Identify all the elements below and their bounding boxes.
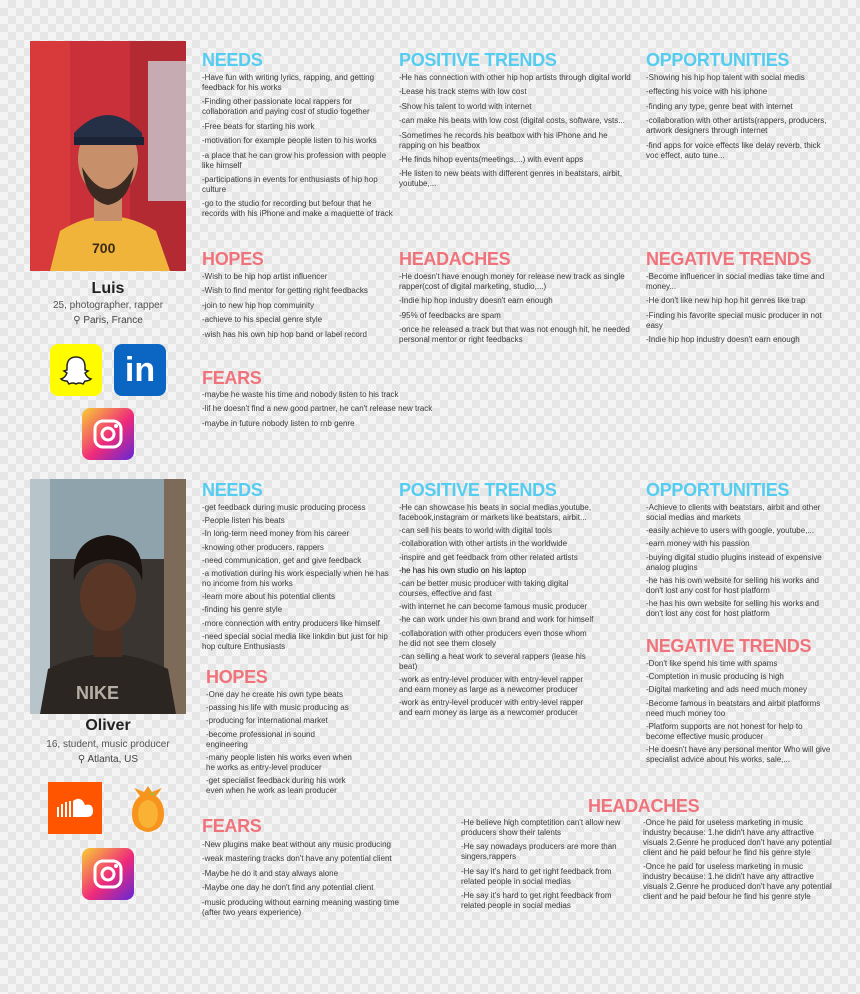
list-item: -collaboration with other producers even those whom he did not see them closely (399, 628, 587, 648)
list-item: -95% of feedbacks are spam (399, 310, 501, 320)
list-item: -collaboration with other artists(rappers, producers, artwork designers through internet (646, 116, 827, 136)
list-item: -a place that he can grow his profession with people like himself (202, 150, 387, 170)
list-item: -Become influencer in social medias take time and money... (646, 272, 825, 291)
list-item: -motivation for example people listen to his works (202, 136, 377, 146)
oliver-negative-trends-list (646, 659, 832, 768)
instagram-icon[interactable] (82, 408, 134, 460)
oliver-negative-trends-title: NEGATIVE TRENDS (646, 636, 812, 656)
list-item: -he has his own studio on his laptop (399, 565, 527, 575)
luis-opportunities-title: OPPORTUNITIES (646, 50, 790, 70)
list-item: -Showing his hip hop talent with social medis (646, 73, 805, 82)
list-item: -Wish to be hip hop artist influencer (202, 272, 328, 281)
list-item: -Have fun with writing lyrics, rapping, and getting feedback for his works (202, 73, 375, 92)
list-item: -participations in events for enthusiasts of hip hop culture (202, 174, 378, 194)
list-item: -a motivation during his work especially when he has no income from his works (202, 568, 389, 588)
list-item: -Comptetion in music producing is high (646, 672, 784, 682)
oliver-positive-trends-list (399, 503, 595, 721)
luis-location (28, 315, 188, 326)
list-item: -He doesn't have enough money for release new track as single rapper(cost of digital marketing, studio,...) (399, 272, 625, 291)
list-item: -maybe in future nobody listen to rnb genre (202, 418, 355, 428)
oliver-needs-list (202, 503, 398, 655)
list-item: -he has his own website for selling his works and don't lost any cost for host platform (646, 598, 819, 618)
list-item: -He doesn't have any personal mentor Who will give specialist advice about his works, sale,... (646, 744, 831, 764)
list-item: -buying digital studio plugins instead of expensive analog plugins (646, 552, 822, 572)
svg-text:NIKE: NIKE (76, 683, 120, 703)
svg-text:700: 700 (92, 240, 116, 256)
oliver-fears-list (202, 840, 402, 922)
oliver-photo (30, 479, 186, 714)
soundcloud-icon[interactable] (48, 782, 102, 834)
luis-negative-trends-title: NEGATIVE TRENDS (646, 249, 812, 269)
list-item: -passing his life with music producing as (206, 703, 349, 713)
list-item: -many people listen his works even when he works as entry-level producer (206, 752, 352, 772)
list-item: -wish has his own hip hop band or label record (202, 329, 367, 339)
oliver-positive-trends-title: POSITIVE TRENDS (399, 480, 557, 500)
list-item: -He say it's hard to get right feedback from related people in social medias (461, 866, 612, 886)
oliver-opportunities-list (646, 503, 832, 622)
list-item: -Indie hip hop industry doesn't earn enough (399, 296, 553, 306)
list-item: -In long-term need money from his career (202, 529, 350, 539)
list-item: -can selling a heat work to several rappers (lease his beat) (399, 651, 586, 671)
oliver-headaches-col2 (643, 818, 833, 907)
list-item: -learn more about his potential clients (202, 592, 335, 602)
list-item: -go to the studio for recording but befour that he records with his iPhone and make a maquette of track (202, 199, 393, 219)
list-item: -maybe he waste his time and nobody listen to his track (202, 390, 399, 399)
list-item: -Lease his track stems with low cost (399, 87, 527, 97)
list-item: -Finding other passionate local rappers for collaboration and paying cost of studio together (202, 97, 370, 117)
list-item: -easily achieve to users with google, youtube,... (646, 526, 815, 536)
list-item: -Wish to find mentor for getting right feedbacks (202, 286, 368, 296)
list-item: -Finding his favorite special music producer in not easy (646, 310, 822, 330)
list-item: -Maybe one day he don't find any potential client (202, 883, 374, 893)
list-item: -He listen to new beats with different genres in beatstars, airbit, youtube,... (399, 169, 623, 189)
list-item: -Don't like spend his time with spams (646, 659, 778, 668)
luis-opportunities-list (646, 73, 832, 165)
list-item: -Free beats for starting his work (202, 121, 315, 131)
luis-positive-trends-title: POSITIVE TRENDS (399, 50, 557, 70)
list-item: -earn money with his passion (646, 539, 750, 549)
luis-hopes-title: HOPES (202, 249, 264, 269)
list-item: -can sell his beats to world with digital tools (399, 526, 552, 536)
luis-headaches-list (399, 272, 634, 350)
list-item: -Achieve to clients with beatstars, airbit and other social medias and markets (646, 503, 821, 522)
oliver-opportunities-title: OPPORTUNITIES (646, 480, 790, 500)
list-item: -need special social media like linkdin but just for hip hop culture Enthusiasts (202, 631, 388, 651)
luis-needs-title: NEEDS (202, 50, 263, 70)
list-item: -People listen his beats (202, 516, 285, 526)
list-item: -can make his beats with low cost (digital costs, software, vsts... (399, 116, 625, 126)
list-item: -work as entry-level producer with entry-level rapper and earn money as large as a newcomer producer (399, 674, 584, 694)
list-item: -once he released a track but that was not enough hit, he needed personal mentor or right feedbacks (399, 325, 630, 345)
list-item: -with internet he can become famous music producer (399, 602, 588, 612)
oliver-location (28, 754, 188, 765)
list-item: -more connection with entry producers like himself (202, 618, 380, 628)
list-item: -Once he paid for useless marketing in music industry because: 1.he didn't have any attractive visuals 2.Genre he produced don't have any potential client and he paid befour he find his genre style (643, 818, 832, 857)
list-item: -He don't like new hip hop hit genres like trap (646, 296, 806, 306)
oliver-fears-title: FEARS (202, 816, 262, 836)
list-item: -Maybe he do it and stay always alone (202, 868, 339, 878)
oliver-headaches-title: HEADACHES (588, 796, 700, 816)
fl-studio-icon[interactable] (128, 782, 168, 834)
list-item: -finding any type, genre beat with internet (646, 101, 793, 111)
instagram-icon[interactable] (82, 848, 134, 900)
list-item: -Once he paid for useless marketing in music industry because: 1.he didn't have any attractive visuals 2.Genre he produced don't have any potential client and he paid befour he find his genre style (643, 862, 832, 902)
list-item: -he can work under his own brand and work for himself (399, 615, 594, 625)
oliver-headaches-col1 (461, 818, 621, 916)
luis-positive-trends-list (399, 73, 634, 194)
linkedin-icon[interactable]: in (114, 344, 166, 396)
luis-fears-list (202, 390, 502, 433)
luis-photo (30, 41, 186, 271)
luis-fears-title: FEARS (202, 368, 262, 388)
list-item: -music producing without earning meaning wasting time (after two years experience) (202, 897, 399, 917)
oliver-location-text: Atlanta, US (87, 754, 139, 765)
list-item: -Show his talent to world with internet (399, 101, 532, 111)
list-item: -He has connection with other hip hop artists through digital world (399, 73, 631, 82)
list-item: -He say nowadays producers are more than singers,rappers (461, 842, 617, 862)
location-pin-icon: ⚲ (77, 754, 86, 765)
list-item: -become professional in sound engineering (206, 729, 315, 749)
list-item: -He believe high comptetition can't allow new producers show their talents (461, 818, 621, 837)
list-item: -collaboration with other artists in the worldwide (399, 539, 568, 549)
oliver-hopes-title: HOPES (206, 667, 268, 687)
luis-needs-list (202, 73, 398, 224)
luis-name: Luis (91, 280, 125, 297)
list-item: -Platform supports are not honest for help to become effective music producer (646, 721, 803, 741)
list-item: -Digital marketing and ads need much money (646, 685, 807, 695)
list-item: -weak mastering tracks don't have any potential client (202, 854, 392, 864)
list-item: -Sometimes he records his beatbox with his iPhone and he rapping on his beatbox (399, 130, 608, 150)
list-item: -effecting his voice with his iphone (646, 87, 768, 97)
list-item: -Become famous in beatstars and airbit platforms need much money too (646, 698, 821, 718)
list-item: -He finds hihop events(meetings,...) with event apps (399, 154, 584, 164)
list-item: -need communication, get and give feedback (202, 555, 362, 565)
list-item: -finding his genre style (202, 605, 283, 615)
location-pin-icon: ⚲ (73, 315, 81, 326)
list-item: -achieve to his special genre style (202, 315, 323, 325)
list-item: -he has his own website for selling his works and don't lost any cost for host platform (646, 575, 819, 595)
list-item: -He can showcase his beats in social medias,youtube, facebook,instagram or markets like beatstars, airbit... (399, 503, 592, 522)
list-item: -producing for international market (206, 716, 328, 726)
list-item: -He say it's hard to get right feedback from related people in social medias (461, 891, 612, 911)
luis-location-text: Paris, France (83, 315, 143, 326)
list-item: -One day he create his own type beats (206, 690, 343, 699)
list-item: -work as entry-level producer with entry-level rapper and earn money as large as a newcomer producer (399, 698, 584, 718)
list-item: -lif he doesn't find a new good partner, he can't release new track (202, 404, 433, 414)
list-item: -join to new hip hop commuinity (202, 300, 315, 310)
list-item: -knowing other producers, rappers (202, 542, 324, 552)
list-item: -New plugins make beat without any music producing (202, 840, 391, 849)
oliver-name: Oliver (85, 717, 131, 734)
snapchat-icon[interactable] (50, 344, 102, 396)
list-item: -inspire and get feedback from other related artists (399, 552, 578, 562)
oliver-hopes-list (206, 690, 356, 799)
luis-hopes-list (202, 272, 398, 344)
list-item: -Indie hip hop industry doesn't earn enough (646, 335, 800, 345)
list-item: -get feedback during music producing process (202, 503, 366, 512)
list-item: -get specialist feedback during his work even when he work as lean producer (206, 775, 346, 795)
list-item: -can be better music producer with taking digital courses, effective and fast (399, 578, 569, 598)
luis-negative-trends-list (646, 272, 832, 350)
list-item: -find apps for voice effects like delay reverb, thick voc effect, auto tune... (646, 140, 821, 160)
luis-subtitle: 25, photographer, rapper (52, 300, 164, 311)
luis-headaches-title: HEADACHES (399, 249, 511, 269)
oliver-needs-title: NEEDS (202, 480, 263, 500)
oliver-subtitle: 16, student, music producer (46, 739, 170, 750)
